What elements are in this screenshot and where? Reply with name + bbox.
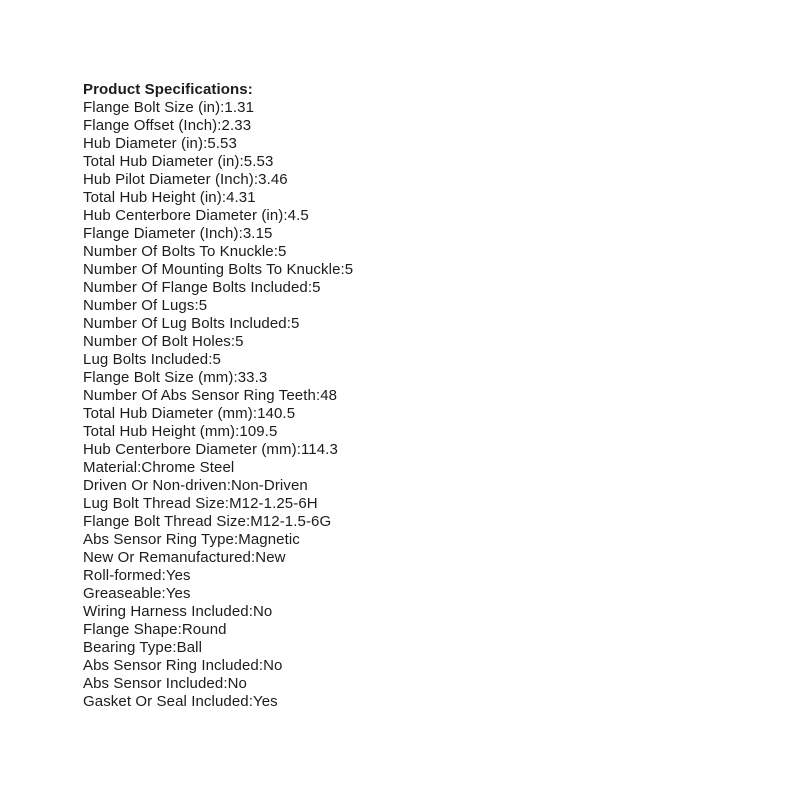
spec-line: Number Of Flange Bolts Included:5 <box>83 279 321 296</box>
spec-line: Total Hub Height (in):4.31 <box>83 189 256 206</box>
spec-line: Total Hub Diameter (in):5.53 <box>83 153 274 170</box>
spec-line: Driven Or Non-driven:Non-Driven <box>83 477 308 494</box>
spec-line: Lug Bolt Thread Size:M12-1.25-6H <box>83 495 318 512</box>
product-specifications-block <box>83 81 353 711</box>
spec-line: Material:Chrome Steel <box>83 459 235 476</box>
spec-line: New Or Remanufactured:New <box>83 549 286 566</box>
spec-line: Hub Centerbore Diameter (mm):114.3 <box>83 441 338 458</box>
spec-line: Abs Sensor Ring Type:Magnetic <box>83 531 300 548</box>
spec-line: Abs Sensor Included:No <box>83 675 247 692</box>
spec-line: Number Of Abs Sensor Ring Teeth:48 <box>83 387 338 404</box>
spec-line: Bearing Type:Ball <box>83 639 202 656</box>
spec-line: Hub Centerbore Diameter (in):4.5 <box>83 207 309 224</box>
spec-line: Number Of Bolt Holes:5 <box>83 333 244 350</box>
spec-line: Flange Diameter (Inch):3.15 <box>83 225 273 242</box>
spec-line: Flange Shape:Round <box>83 621 227 638</box>
spec-line: Roll-formed:Yes <box>83 567 191 584</box>
spec-line: Total Hub Height (mm):109.5 <box>83 423 278 440</box>
spec-line: Flange Bolt Thread Size:M12-1.5-6G <box>83 513 332 530</box>
spec-line: Number Of Bolts To Knuckle:5 <box>83 243 287 260</box>
spec-line: Abs Sensor Ring Included:No <box>83 657 283 674</box>
spec-line: Wiring Harness Included:No <box>83 603 273 620</box>
spec-line: Flange Bolt Size (mm):33.3 <box>83 369 268 386</box>
spec-line: Hub Diameter (in):5.53 <box>83 135 237 152</box>
spec-list <box>83 99 353 711</box>
spec-line: Number Of Lug Bolts Included:5 <box>83 315 300 332</box>
spec-line: Flange Bolt Size (in):1.31 <box>83 99 255 116</box>
spec-line: Lug Bolts Included:5 <box>83 351 221 368</box>
spec-line: Hub Pilot Diameter (Inch):3.46 <box>83 171 288 188</box>
spec-line: Number Of Lugs:5 <box>83 297 208 314</box>
spec-heading: Product Specifications: <box>83 81 253 98</box>
spec-line: Total Hub Diameter (mm):140.5 <box>83 405 296 422</box>
spec-line: Number Of Mounting Bolts To Knuckle:5 <box>83 261 354 278</box>
spec-line: Gasket Or Seal Included:Yes <box>83 693 278 710</box>
spec-line: Flange Offset (Inch):2.33 <box>83 117 252 134</box>
spec-line: Greaseable:Yes <box>83 585 191 602</box>
